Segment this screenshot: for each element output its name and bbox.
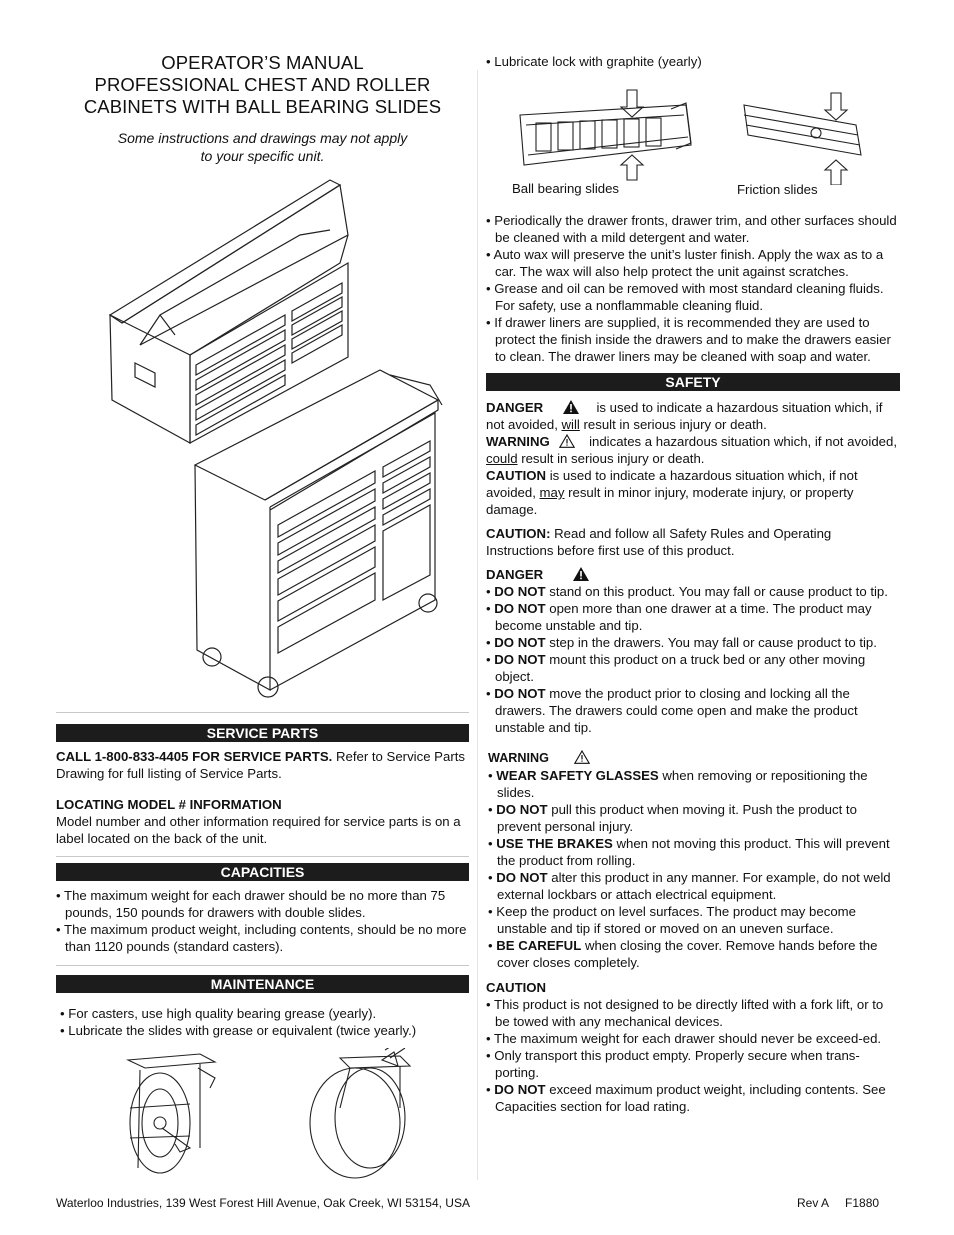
divider [56, 712, 469, 713]
ball-bearing-slides-label: Ball bearing slides [512, 181, 620, 196]
capacity-item: • The maximum weight for each drawer should be no more than 75 pounds, 150 pounds for drawers with double slides. [56, 888, 446, 920]
safety-list-item: • DO NOT pull this product when moving it. Push the product to prevent personal injury. [488, 802, 857, 834]
cleaning-item: • If drawer liners are supplied, it is recommended they are used to protect the finish inside the drawers and to make the drawers easier to clean. The drawer liners may be cleaned with soap and water. [486, 315, 891, 364]
warning-definition: WARNING indicates a hazardous situation which, if not avoided, could result in serious injury or death. [486, 434, 897, 466]
service-parts-call-text: Refer to Service Parts Drawing for full listing of Service Parts. [56, 749, 465, 781]
title-line-3: CABINETS WITH BALL BEARING SLIDES [83, 96, 442, 117]
safety-list-item: • DO NOT mount this product on a truck bed or any other moving object. [486, 652, 866, 684]
service-parts-heading: SERVICE PARTS [56, 724, 469, 742]
caution-list [486, 996, 900, 1115]
service-phone: CALL 1-800-833-4405 FOR SERVICE PARTS. [56, 749, 333, 764]
toolbox-illustration [100, 175, 450, 700]
warning-list-heading: WARNING [488, 750, 900, 767]
capacities-heading: CAPACITIES [56, 863, 469, 881]
safety-list-item: • This product is not designed to be directly lifted with a fork lift, or to be towed with any mechanical devices. [486, 997, 884, 1029]
column-divider [477, 70, 478, 1180]
caution-read-instructions: CAUTION: Read and follow all Safety Rules and Operating Instructions before first use of this product. [486, 526, 832, 558]
document-subtitle [56, 129, 469, 165]
safety-list-item: • BE CAREFUL when closing the cover. Remove hands before the cover closes completely. [488, 938, 878, 970]
maintenance-item-lock: • Lubricate lock with graphite (yearly) [486, 54, 702, 69]
warning-list [488, 767, 900, 971]
safety-list-item: • DO NOT stand on this product. You may fall or cause product to tip. [486, 584, 888, 599]
caution-list-heading: CAUTION [486, 980, 547, 995]
caution-word: CAUTION [486, 468, 547, 483]
safety-list-item: • WEAR SAFETY GLASSES when removing or repositioning the slides. [488, 768, 868, 800]
capacity-item: • The maximum product weight, including contents, should be no more than 1120 pounds (standard casters). [56, 922, 467, 954]
warning-filled-icon [573, 567, 589, 581]
footer-revision: Rev A F1880 [797, 1196, 880, 1210]
safety-list-item: • Only transport this product empty. Properly secure when trans-porting. [486, 1048, 860, 1080]
safety-heading: SAFETY [486, 373, 900, 391]
document-title [56, 52, 469, 118]
left-column [56, 712, 469, 1039]
divider [56, 856, 469, 857]
slides-illustration [486, 85, 900, 185]
maintenance-heading: MAINTENANCE [56, 975, 469, 993]
warning-outline-icon [574, 750, 590, 764]
safety-list-item: • DO NOT exceed maximum product weight, including contents. See Capacities section for load rating. [486, 1082, 886, 1114]
subtitle-line-1: Some instructions and drawings may not apply [117, 130, 408, 146]
danger-word: DANGER [486, 400, 544, 415]
divider [56, 965, 469, 966]
safety-list-item: • DO NOT open more than one drawer at a time. The product may become unstable and tip. [486, 601, 872, 633]
subtitle-line-2: to your specific unit. [200, 148, 325, 164]
maintenance-item: • For casters, use high quality bearing grease (yearly). [60, 1006, 377, 1021]
cleaning-item: • Auto wax will preserve the unit’s luster finish. Apply the wax as to a car. The wax will also help protect the unit against scratches. [486, 247, 884, 279]
friction-slides-label: Friction slides [737, 182, 818, 197]
safety-list-item: • DO NOT alter this product in any manner. For example, do not weld external lockbars or attach electrical equipment. [488, 870, 891, 902]
service-parts-call [56, 748, 469, 782]
warning-outline-icon [559, 434, 575, 448]
locating-model-heading: LOCATING MODEL # INFORMATION [56, 797, 282, 812]
cleaning-item: • Periodically the drawer fronts, drawer trim, and other surfaces should be cleaned with a mild detergent and water. [486, 213, 897, 245]
danger-list [486, 583, 900, 736]
locating-model-text: Model number and other information required for service parts is on a label located on the back of the unit. [56, 814, 461, 846]
title-line-2: PROFESSIONAL CHEST AND ROLLER [94, 74, 431, 95]
danger-definition: DANGER is used to indicate a hazardous situation which, if not avoided, will result in serious injury or death. [486, 400, 883, 432]
title-line-1: OPERATOR’S MANUAL [161, 52, 364, 73]
cleaning-item: • Grease and oil can be removed with most standard cleaning fluids. For safety, use a nonflammable cleaning fluid. [486, 281, 884, 313]
right-column [486, 212, 900, 1115]
safety-list-item: • The maximum weight for each drawer should never be exceed-ed. [486, 1031, 882, 1046]
footer-address: Waterloo Industries, 139 West Forest Hill Avenue, Oak Creek, WI 53154, USA [56, 1196, 470, 1210]
safety-list-item: • Keep the product on level surfaces. The product may become unstable and tip if stored or moved on an uneven surface. [488, 904, 856, 936]
safety-list-item: • DO NOT move the product prior to closing and locking all the drawers. The drawers could come open and make the product unstable and tip. [486, 686, 858, 735]
maintenance-item: • Lubricate the slides with grease or equivalent (twice yearly.) [60, 1023, 417, 1038]
danger-list-heading: DANGER [486, 566, 900, 583]
safety-list-item: • USE THE BRAKES when not moving this product. This will prevent the product from rolling. [488, 836, 890, 868]
caster-illustration [100, 1048, 450, 1183]
safety-list-item: • DO NOT step in the drawers. You may fall or cause product to tip. [486, 635, 877, 650]
warning-word: WARNING [486, 434, 550, 449]
caution-definition: CAUTION is used to indicate a hazardous situation which, if not avoided, may result in minor injury, moderate injury, or property damage. [486, 468, 858, 517]
warning-filled-icon [563, 400, 579, 414]
